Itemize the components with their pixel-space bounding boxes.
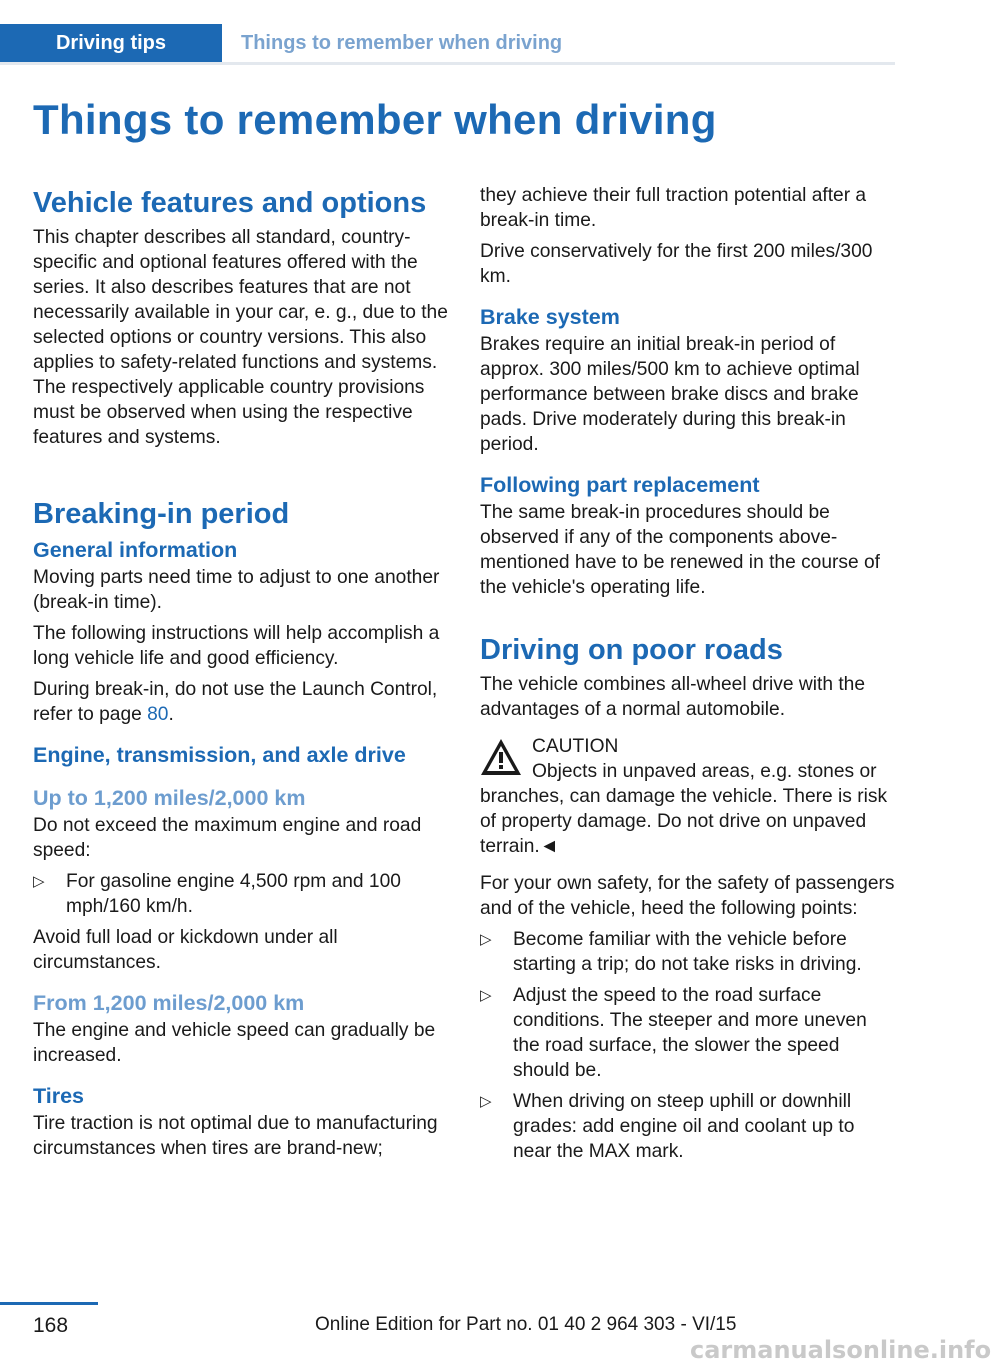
page-80-link[interactable]: 80 <box>147 704 169 725</box>
list-item <box>33 869 448 919</box>
triangle-bullet-icon: ▷ <box>33 873 45 890</box>
caution-title: CAUTION <box>532 736 619 757</box>
triangle-bullet-icon: ▷ <box>480 1093 492 1110</box>
section-tab[interactable]: Driving tips <box>0 24 222 62</box>
page-number: 168 <box>33 1314 69 1337</box>
from-heading: From 1,200 miles/2,000 km <box>33 991 305 1015</box>
list-item-text: Adjust the speed to the road surface conditions. The steeper and more uneven the road surface, the slower the speed should be. <box>513 985 867 1081</box>
breaking-in-heading: Breaking-in period <box>33 498 290 530</box>
list-item-text: When driving on steep uphill or downhill grades: add engine oil and coolant up to near the MAX mark. <box>513 1091 855 1162</box>
vehicle-features-text: This chapter describes all standard, country-specific and optional features offered with the series. It also describes features that are not necessarily available in your car, e. g., due to the selected options or country versions. This also applies to safety-related functions and systems. The respectively applicable country provisions must be observed when using the respective features and systems. <box>33 227 448 448</box>
tires-heading: Tires <box>33 1084 84 1108</box>
warning-triangle-icon <box>480 738 522 776</box>
list-item-text: Become familiar with the vehicle before starting a trip; do not take risks in driving. <box>513 929 862 975</box>
avoid-text: Avoid full load or kickdown under all circumstances. <box>33 927 338 973</box>
general-info-p3-end: . <box>168 704 174 725</box>
page-title: Things to remember when driving <box>33 96 717 143</box>
following-text: The same break-in procedures should be observed if any of the components above-mentioned have to be renewed in the course of the vehicle's operating life. <box>480 502 881 598</box>
general-info-p2: The following instructions will help accomplish a long vehicle life and good efficiency. <box>33 623 440 669</box>
drive-conservatively: Drive conservatively for the first 200 miles/300 km. <box>480 241 873 287</box>
list-item <box>480 983 895 1083</box>
list-item-text: For gasoline engine 4,500 rpm and 100 mph/160 km/h. <box>66 871 401 917</box>
up-to-text: Do not exceed the maximum engine and road speed: <box>33 815 422 861</box>
tires-text: Tire traction is not optimal due to manufacturing circumstances when tires are brand-new; <box>33 1113 438 1159</box>
footer-rule <box>0 1302 98 1305</box>
caution-box <box>480 734 895 784</box>
triangle-bullet-icon: ▷ <box>480 987 492 1004</box>
list-item <box>480 927 895 977</box>
vehicle-features-heading: Vehicle features and options <box>33 187 427 219</box>
tires-continued: they achieve their full traction potential after a break-in time. <box>480 185 867 231</box>
up-to-heading: Up to 1,200 miles/2,000 km <box>33 786 306 810</box>
engine-heading: Engine, transmission, and axle drive <box>33 743 406 767</box>
watermark: carmanualsonline.info <box>690 1336 991 1364</box>
general-info-p1: Moving parts need time to adjust to one another (break-in time). <box>33 567 440 613</box>
brake-text: Brakes require an initial break-in period of approx. 300 miles/500 km to achieve optimal performance between brake discs and brake pads. Drive moderately during this break-in period. <box>480 334 860 455</box>
triangle-bullet-icon: ▷ <box>480 931 492 948</box>
general-info-p3 <box>33 677 448 727</box>
running-header <box>0 24 895 65</box>
right-column <box>480 183 895 1170</box>
from-text: The engine and vehicle speed can gradually be increased. <box>33 1020 436 1066</box>
general-info-p3-text: During break-in, do not use the Launch Control, refer to page <box>33 679 438 725</box>
left-column <box>33 183 448 1167</box>
following-heading: Following part replacement <box>480 473 760 497</box>
poor-roads-heading: Driving on poor roads <box>480 634 783 666</box>
breadcrumb[interactable]: Things to remember when driving <box>241 31 563 54</box>
caution-text: Objects in unpaved areas, e.g. stones or branches, can damage the vehicle. There is risk of property damage. Do not drive on unpaved terrain.◄ <box>480 761 888 857</box>
poor-roads-text: The vehicle combines all-wheel drive with the advantages of a normal automobile. <box>480 674 865 720</box>
brake-heading: Brake system <box>480 305 620 329</box>
safety-text: For your own safety, for the safety of passengers and of the vehicle, heed the following points: <box>480 873 895 919</box>
edition-note: Online Edition for Part no. 01 40 2 964 303 - VI/15 <box>315 1314 737 1335</box>
general-info-heading: General information <box>33 538 238 562</box>
list-item <box>480 1089 895 1164</box>
